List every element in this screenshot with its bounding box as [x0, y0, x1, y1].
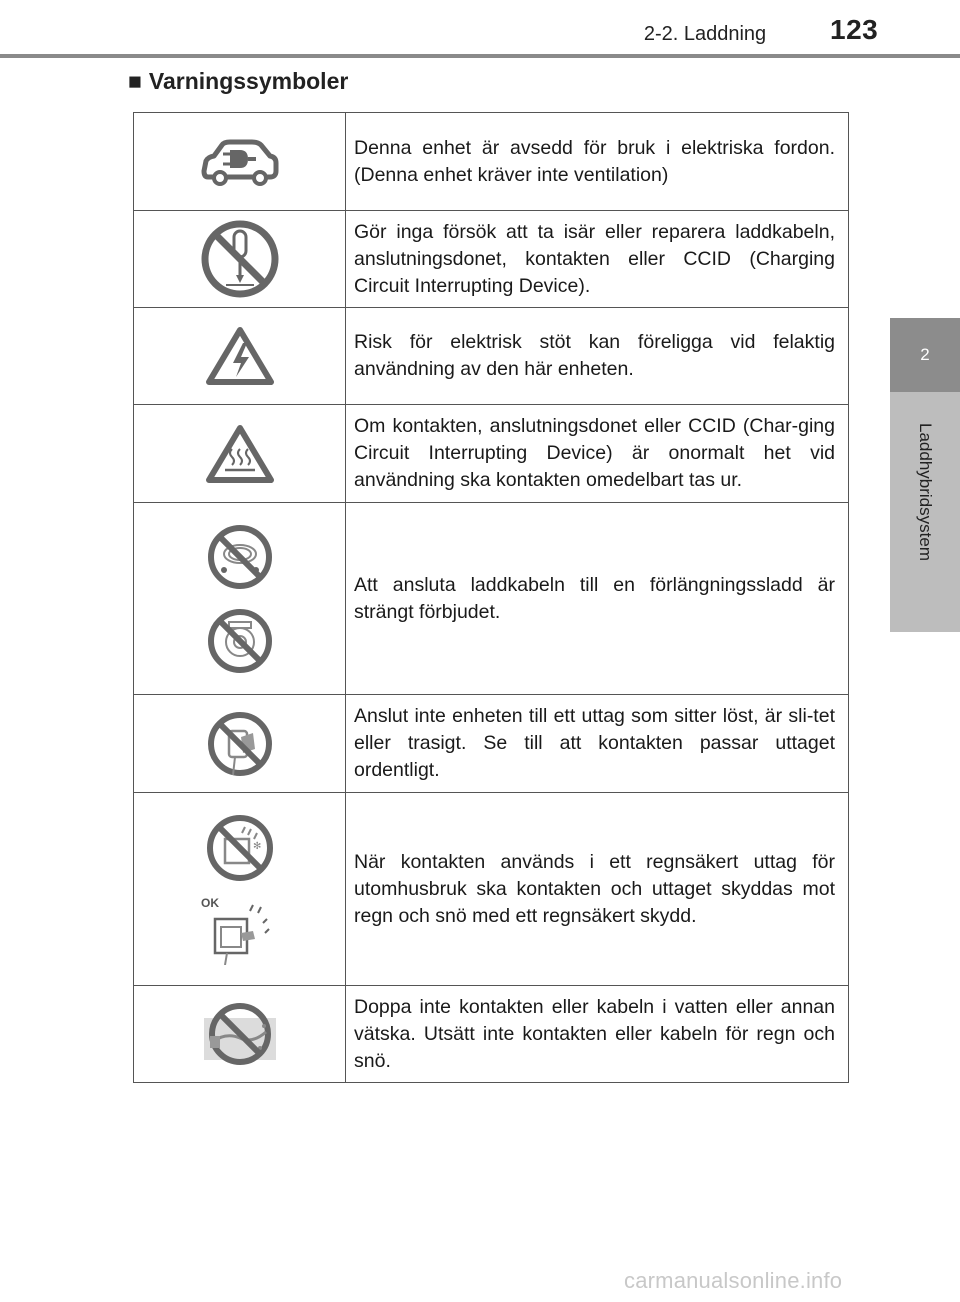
- table-row: [134, 113, 849, 211]
- table-row: [134, 793, 849, 986]
- symbol-cell: [134, 113, 346, 211]
- table-row: [134, 986, 849, 1083]
- chapter-tab-label: Laddhybridsystem: [916, 423, 935, 561]
- warning-text: Att ansluta laddkabeln till en förlängningssladd är strängt förbjudet.: [346, 503, 849, 695]
- table-row: [134, 503, 849, 695]
- symbol-cell: [134, 793, 346, 986]
- header-section-title: 2-2. Laddning: [643, 23, 767, 45]
- table-row: [134, 695, 849, 793]
- symbol-cell: [134, 503, 346, 695]
- warning-text: Risk för elektrisk stöt kan föreligga vid felaktig användning av den här enheten.: [346, 308, 849, 405]
- chapter-tab: 2: [890, 318, 960, 392]
- warning-text: Anslut inte enheten till ett uttag som sitter löst, är sli-tet eller trasigt. Se till att kontakten passar uttaget ordentligt.: [346, 695, 849, 793]
- warning-text: Denna enhet är avsedd för bruk i elektriska fordon. (Denna enhet kräver inte ventilation): [346, 113, 849, 211]
- hot-surface-warning-icon: [205, 423, 275, 485]
- symbol-cell: [134, 695, 346, 793]
- svg-text:✻: ✻: [252, 841, 261, 852]
- no-loose-outlet-icon: [207, 709, 273, 779]
- section-heading: [128, 68, 348, 95]
- header-divider: [0, 54, 960, 58]
- symbol-cell: [134, 308, 346, 405]
- symbol-cell: [134, 986, 346, 1083]
- no-unprotected-outdoor-outlet-icon: [205, 813, 275, 883]
- warning-text: Om kontakten, anslutningsdonet eller CCID (Char-ging Circuit Interrupting Device) är onormalt het vid användning ska kontakten omedelbart tas ur.: [346, 405, 849, 503]
- table-row: [134, 405, 849, 503]
- warning-text: När kontakten används i ett regnsäkert uttag för utomhusbruk ska kontakten och uttaget skyddas mot regn och snö med ett regnsäkert skydd.: [346, 793, 849, 986]
- no-submerge-in-water-icon: [202, 1002, 278, 1066]
- symbol-cell: [134, 211, 346, 308]
- electric-shock-warning-icon: [205, 325, 275, 387]
- warning-text: Gör inga försök att ta isär eller reparera laddkabeln, anslutningsdonet, kontakten eller CCID (Charging Circuit Interrupting Device).: [346, 211, 849, 308]
- warning-symbols-table: [133, 112, 849, 1083]
- heading-title: Varningssymboler: [148, 68, 349, 94]
- page-number: 123: [830, 14, 879, 45]
- no-extension-cord-icon: [207, 524, 273, 590]
- heading-bullet: ■: [128, 68, 142, 94]
- electric-car-plug-icon: [200, 137, 280, 187]
- table-row: [134, 211, 849, 308]
- ok-covered-outdoor-outlet-icon: [197, 895, 283, 965]
- table-row: [134, 308, 849, 405]
- no-cable-reel-icon: [207, 608, 273, 674]
- no-disassembly-screwdriver-icon: [200, 219, 280, 299]
- warning-text: Doppa inte kontakten eller kabeln i vatten eller annan vätska. Utsätt inte kontakten eller kabeln för regn och snö.: [346, 986, 849, 1083]
- symbol-cell: [134, 405, 346, 503]
- ok-label: OK: [200, 896, 219, 910]
- footer-watermark: carmanualsonline.info: [624, 1268, 843, 1293]
